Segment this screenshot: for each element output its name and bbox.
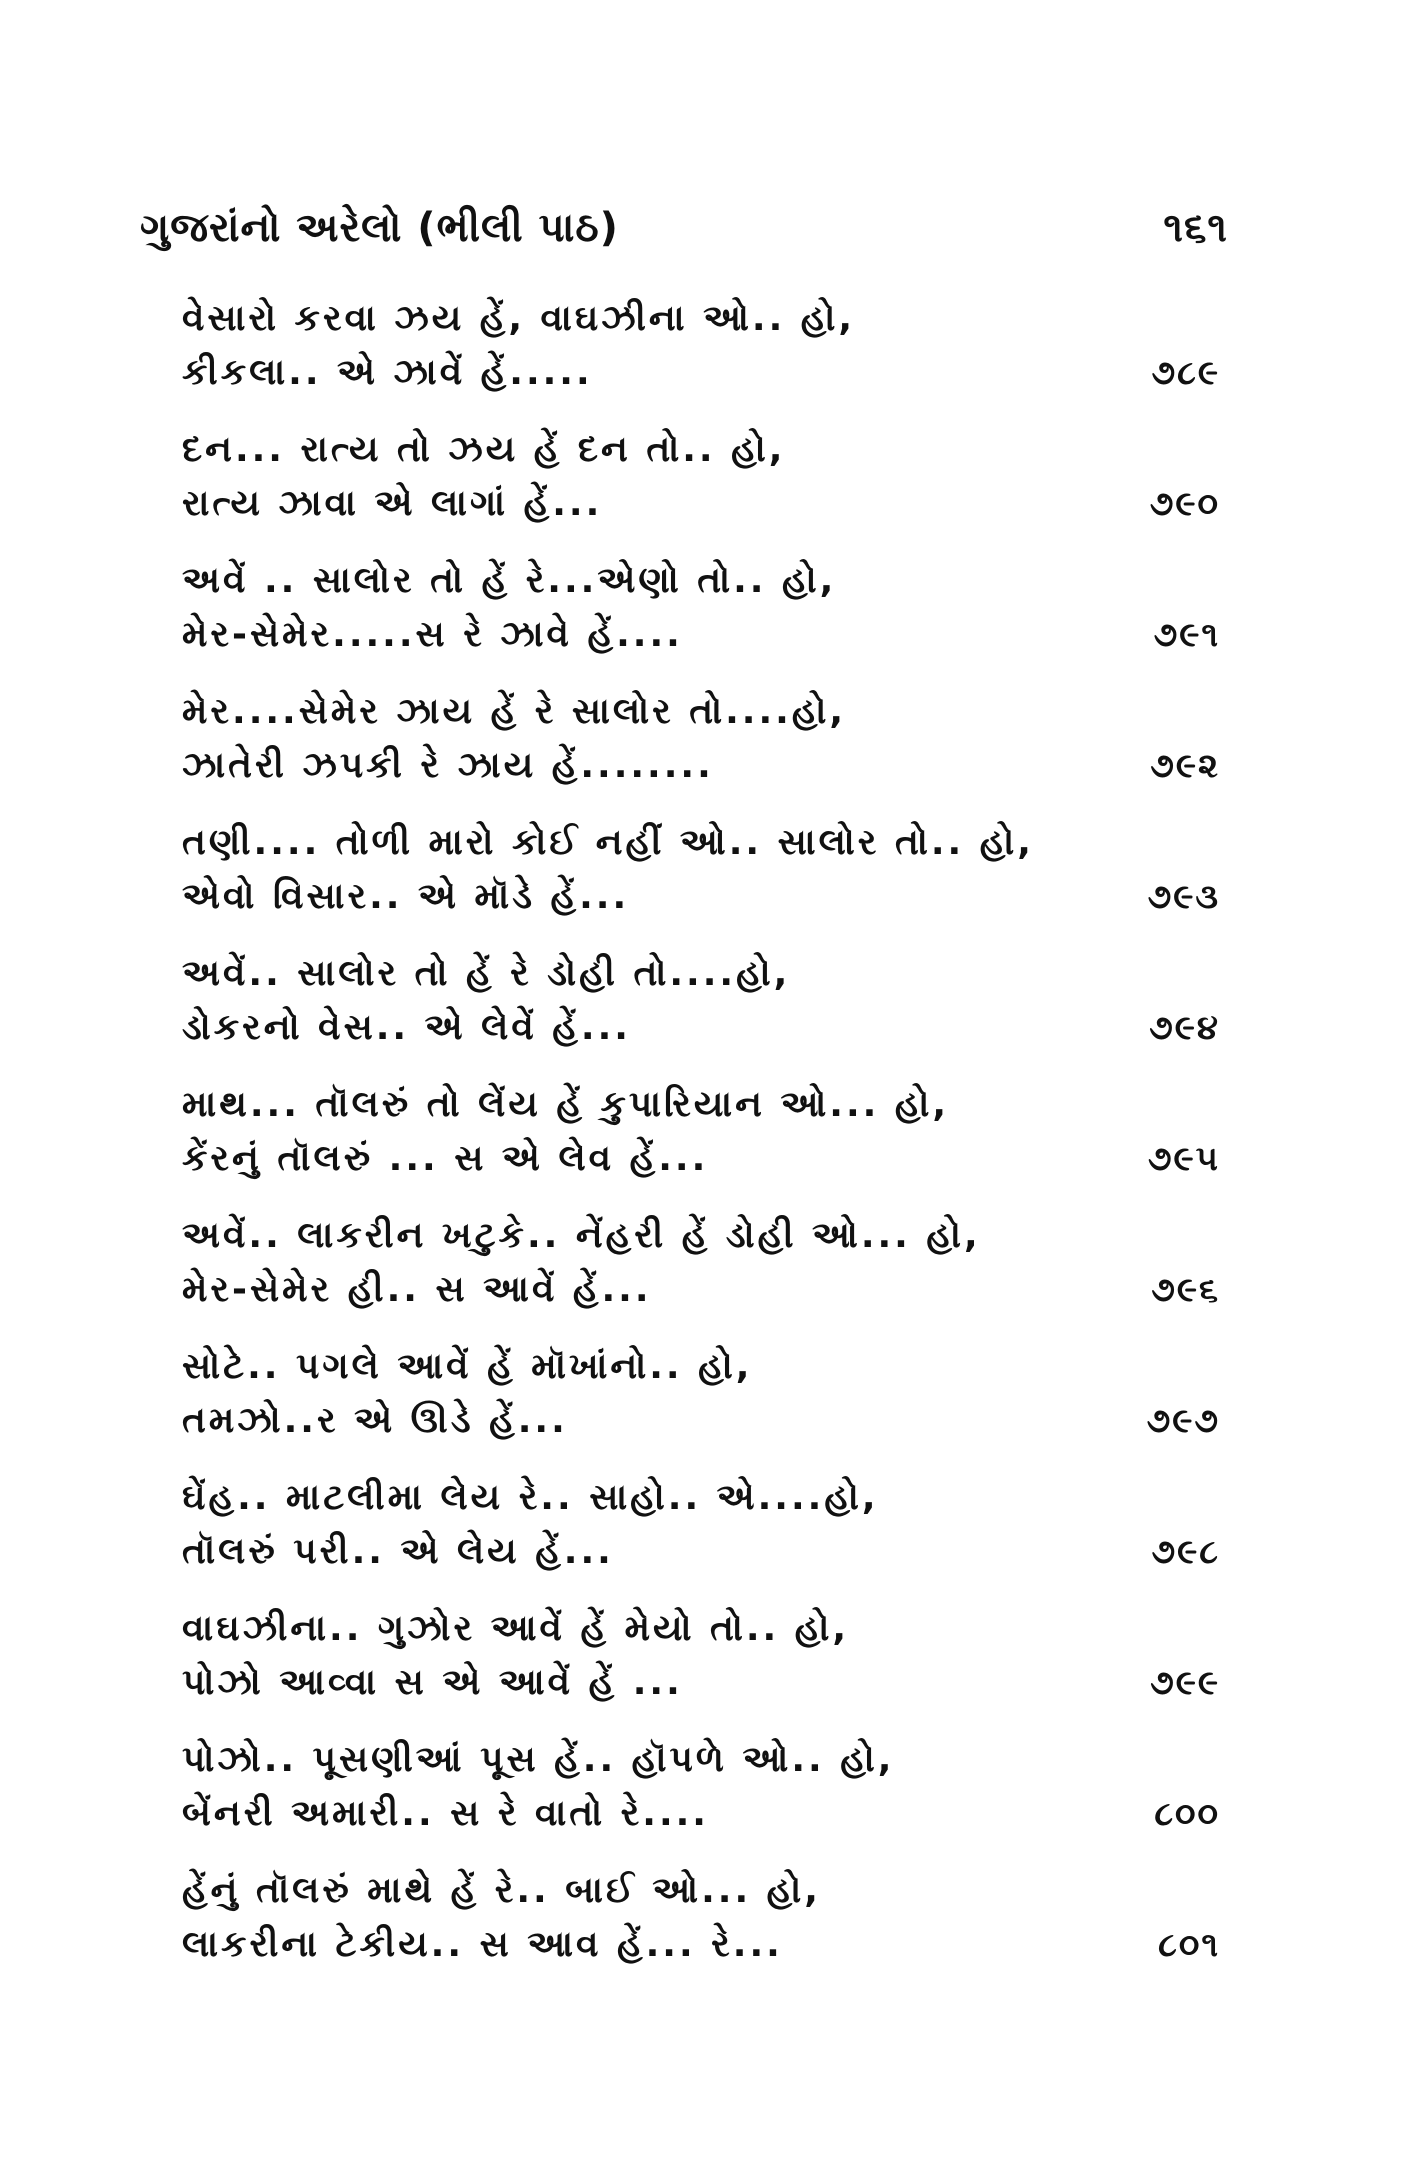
verse-text: ડોકરનો વેસ.. એ લેવેં હેં...: [182, 1007, 631, 1048]
verse-text: મેર-સેમેર.....સ રે ઝાવે હેં....: [182, 614, 683, 655]
verse-line: [182, 1656, 1228, 1710]
verse-line: [182, 608, 1228, 662]
verse-line: [182, 1787, 1228, 1841]
verse-line: [182, 685, 1228, 739]
verse-line: [182, 947, 1228, 1001]
verse-text: રાત્ય ઝાવા એ લાગાં હેં...: [182, 483, 603, 524]
verse-text: હેંનું તૉલરું માથે હેં રે.. બાઈ ઓ... હો,: [182, 1870, 821, 1911]
stanza: [182, 423, 1228, 554]
stanza: [182, 1864, 1228, 1995]
verse-text: તણી.... તોળી મારો કોઈ નહીં ઓ.. સાલોર તો.. હો,: [182, 822, 1034, 863]
stanza: [182, 816, 1228, 947]
verse-text: અવેં .. સાલોર તો હેં રે...એણો તો.. હો,: [182, 560, 837, 601]
verse-line: [182, 870, 1228, 924]
verse-number: ૮૦૦: [1154, 1794, 1220, 1834]
verse-line: [182, 554, 1228, 608]
verse-line: [182, 423, 1228, 477]
verse-line: [182, 1340, 1228, 1394]
verse-number: ૭૯૪: [1149, 1008, 1220, 1048]
stanza: [182, 1340, 1228, 1471]
verse-number: ૭૯૯: [1150, 1663, 1220, 1703]
verse-number: ૭૯૩: [1147, 877, 1220, 917]
verse-text: મેર....સેમેર ઝાય હેં રે સાલોર તો....હો,: [182, 691, 847, 732]
verse-line: [182, 1864, 1228, 1918]
verse-text: લાકરીના ટેકીય.. સ આવ હેં... રે...: [182, 1924, 783, 1965]
verse-line: [182, 1918, 1228, 1972]
verse-text: સોટે.. પગલે આવેં હેં મૉખાંનો.. હો,: [182, 1346, 753, 1387]
stanza: [182, 1602, 1228, 1733]
verse-text: ઝાતેરી ઝપકી રે ઝાય હેં........: [182, 745, 714, 786]
verse-text: વેસારો કરવા ઝય હેં, વાઘઝીના ઓ.. હો,: [182, 298, 856, 339]
verse-text: દન... રાત્ય તો ઝય હેં દન તો.. હો,: [182, 429, 786, 470]
verse-line: [182, 346, 1228, 400]
stanza: [182, 554, 1228, 685]
verse-line: [182, 816, 1228, 870]
verse-line: [182, 1602, 1228, 1656]
stanza: [182, 1733, 1228, 1864]
stanza: [182, 292, 1228, 423]
verse-line: [182, 1525, 1228, 1579]
stanza: [182, 1471, 1228, 1602]
verse-line: [182, 477, 1228, 531]
verse-text: વાઘઝીના.. ગુઝોર આવેં હેં મેયો તો.. હો,: [182, 1608, 850, 1649]
verse-line: [182, 739, 1228, 793]
stanza: [182, 1078, 1228, 1209]
verse-number: ૭૯૮: [1151, 1532, 1220, 1572]
verse-text: કેંરનું તૉલરું ... સ એ લેવ હેં...: [182, 1138, 709, 1179]
verse-text: એવો વિસાર.. એ મૉડે હેં...: [182, 876, 630, 917]
stanza: [182, 1209, 1228, 1340]
verse-number: ૮૦૧: [1158, 1925, 1220, 1965]
verse-line: [182, 1078, 1228, 1132]
verse-line: [182, 1001, 1228, 1055]
stanza: [182, 947, 1228, 1078]
verse-text: તમઝો..ર એ ઊડે હેં...: [182, 1400, 568, 1441]
verse-number: ૭૯૧: [1153, 615, 1220, 655]
verse-text: બેંનરી અમારી.. સ રે વાતો રે....: [182, 1793, 709, 1834]
verse-number: ૭૯૫: [1147, 1139, 1220, 1179]
verse-text: માથ... તૉલરું તો લેંય હેં કુપારિયાન ઓ... હો,: [182, 1084, 950, 1125]
running-head: [140, 198, 1228, 258]
verse-text: પોઝો આવ્વા સ એ આવેં હેં ...: [182, 1662, 683, 1703]
verse-line: [182, 1394, 1228, 1448]
verse-text: અવેં.. સાલોર તો હેં રે ડોહી તો....હો,: [182, 953, 791, 994]
verse-number: ૭૮૯: [1151, 353, 1220, 393]
verse-list: [182, 292, 1228, 1995]
verse-line: [182, 292, 1228, 346]
verse-line: [182, 1733, 1228, 1787]
verse-line: [182, 1209, 1228, 1263]
stanza: [182, 685, 1228, 816]
page-number: ૧૬૧: [1163, 205, 1228, 251]
verse-number: ૭૯૦: [1149, 484, 1220, 524]
verse-number: ૭૯૭: [1146, 1401, 1220, 1441]
verse-number: ૭૯૬: [1151, 1270, 1220, 1310]
verse-number: ૭૯૨: [1150, 746, 1220, 786]
verse-text: મેર-સેમેર હી.. સ આવેં હેં...: [182, 1269, 652, 1310]
verse-line: [182, 1132, 1228, 1186]
verse-text: તૉલરું પરી.. એ લેય હેં...: [182, 1531, 614, 1572]
verse-line: [182, 1263, 1228, 1317]
verse-text: પોઝો.. પૂસણીઆં પૂસ હેં.. હૉપળે ઓ.. હો,: [182, 1739, 895, 1780]
verse-text: ઘેંહ.. માટલીમા લેય રે.. સાહો.. એ....હો,: [182, 1477, 879, 1518]
chapter-title: ગુજરાંનો અરેલો (ભીલી પાઠ): [140, 205, 619, 251]
verse-text: કીકલા.. એ ઝાવેં હેં.....: [182, 352, 593, 393]
verse-line: [182, 1471, 1228, 1525]
verse-text: અવેં.. લાકરીન ખટુકે.. નેંહરી હેં ડોહી ઓ... હો,: [182, 1215, 981, 1256]
